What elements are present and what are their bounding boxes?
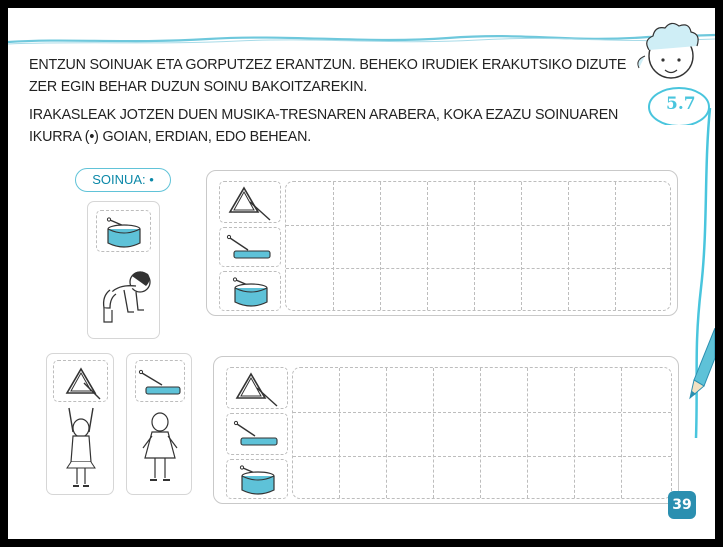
page-number: 39 bbox=[668, 491, 696, 519]
instrument-box bbox=[226, 367, 288, 409]
instrument-box bbox=[219, 227, 281, 267]
xylophone-icon bbox=[227, 414, 289, 456]
instruction-line: ZER EGIN BEHAR DUZUN SOINU BAKOITZAREKIN. bbox=[29, 79, 368, 95]
drum-icon bbox=[227, 460, 289, 500]
exercise-frame-top bbox=[206, 170, 678, 316]
instrument-box bbox=[219, 271, 281, 311]
pencil-decoration bbox=[680, 328, 715, 408]
instruction-line: ENTZUN SOINUAK ETA GORPUTZEZ ERANTZUN. BEHEKO IRUDIEK ERAKUTSIKO DIZUTE bbox=[29, 57, 627, 73]
xylophone-icon bbox=[220, 228, 282, 268]
answer-grid[interactable] bbox=[292, 367, 672, 499]
instruction-line: IRAKASLEAK JOTZEN DUEN MUSIKA-TRESNAREN ARABERA, KOKA EZAZU SOINUAREN bbox=[29, 107, 619, 123]
triangle-icon bbox=[220, 182, 282, 224]
xylophone-example-card bbox=[126, 353, 192, 495]
standing-child-figure bbox=[137, 412, 183, 492]
wavy-border-decoration bbox=[8, 8, 715, 48]
triangle-example-card bbox=[46, 353, 114, 495]
instrument-box bbox=[219, 181, 281, 223]
instruction-line: IKURRA (•) GOIAN, ERDIAN, EDO BEHEAN. bbox=[29, 129, 312, 145]
bending-child-figure bbox=[96, 262, 153, 334]
instrument-box bbox=[226, 459, 288, 499]
drum-example-card bbox=[87, 201, 160, 339]
triangle-icon bbox=[227, 368, 289, 410]
instrument-box bbox=[53, 360, 108, 402]
instrument-box bbox=[96, 210, 151, 252]
legend-pill: SOINUA: • bbox=[75, 168, 171, 192]
exercise-number: 5.7 bbox=[666, 94, 696, 114]
instructions-text bbox=[29, 54, 639, 148]
instrument-box bbox=[226, 413, 288, 455]
drum-icon bbox=[97, 211, 152, 253]
xylophone-icon bbox=[136, 361, 186, 403]
instrument-box bbox=[135, 360, 185, 402]
drum-icon bbox=[220, 272, 282, 312]
answer-grid[interactable] bbox=[285, 181, 671, 311]
triangle-icon bbox=[54, 361, 109, 403]
workbook-page bbox=[8, 8, 715, 539]
arms-up-child-figure bbox=[57, 406, 105, 492]
exercise-frame-bottom bbox=[213, 356, 679, 504]
